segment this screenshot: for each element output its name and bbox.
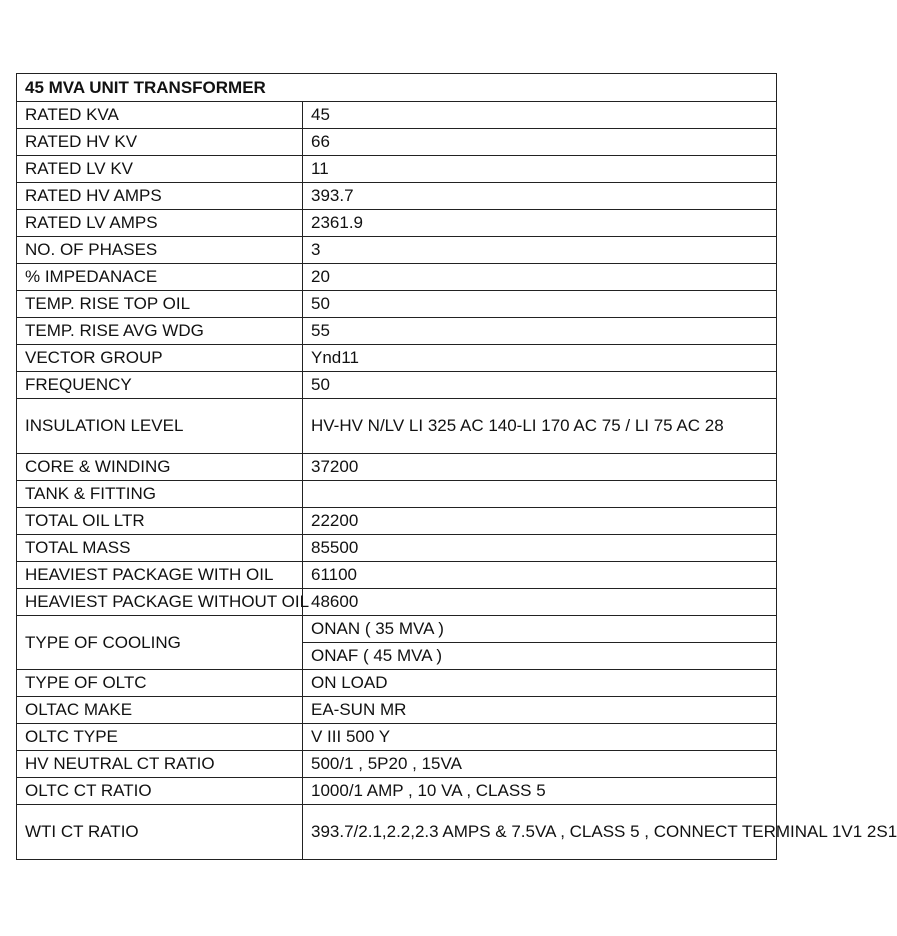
- table-row: [17, 372, 777, 399]
- row-label: RATED LV KV: [17, 156, 303, 183]
- row-value: 48600: [303, 589, 777, 616]
- table-row: [17, 697, 777, 724]
- table-row: [17, 156, 777, 183]
- row-label: TEMP. RISE TOP OIL: [17, 291, 303, 318]
- row-value: HV-HV N/LV LI 325 AC 140-LI 170 AC 75 / LI 75 AC 28: [303, 399, 777, 454]
- row-value: [303, 481, 777, 508]
- row-value: V III 500 Y: [303, 724, 777, 751]
- row-label: INSULATION LEVEL: [17, 399, 303, 454]
- table-row: [17, 670, 777, 697]
- table-row: [17, 237, 777, 264]
- table-row: [17, 264, 777, 291]
- table-row: [17, 210, 777, 237]
- table-row: [17, 183, 777, 210]
- row-label: RATED LV AMPS: [17, 210, 303, 237]
- row-label: % IMPEDANACE: [17, 264, 303, 291]
- table-row: [17, 481, 777, 508]
- table-row: [17, 778, 777, 805]
- row-label: TOTAL OIL LTR: [17, 508, 303, 535]
- table-row: [17, 805, 777, 860]
- row-value: Ynd11: [303, 345, 777, 372]
- row-value: 37200: [303, 454, 777, 481]
- row-value: 50: [303, 372, 777, 399]
- table-row: [17, 508, 777, 535]
- table-row: [17, 562, 777, 589]
- row-label: TEMP. RISE AVG WDG: [17, 318, 303, 345]
- row-value: 3: [303, 237, 777, 264]
- row-value: ONAN ( 35 MVA ): [303, 616, 777, 643]
- table-row: [17, 129, 777, 156]
- table-row: [17, 291, 777, 318]
- row-label: TYPE OF COOLING: [17, 616, 303, 670]
- row-label: FREQUENCY: [17, 372, 303, 399]
- row-label: RATED HV KV: [17, 129, 303, 156]
- row-label: RATED HV AMPS: [17, 183, 303, 210]
- table-row: [17, 345, 777, 372]
- row-value: 61100: [303, 562, 777, 589]
- row-label: WTI CT RATIO: [17, 805, 303, 860]
- row-label: HEAVIEST PACKAGE WITHOUT OIL: [17, 589, 303, 616]
- row-label: OLTC TYPE: [17, 724, 303, 751]
- row-value: 50: [303, 291, 777, 318]
- row-value: 1000/1 AMP , 10 VA , CLASS 5: [303, 778, 777, 805]
- table-row: [17, 399, 777, 454]
- row-label: OLTC CT RATIO: [17, 778, 303, 805]
- row-value: 45: [303, 102, 777, 129]
- row-label: VECTOR GROUP: [17, 345, 303, 372]
- row-label: CORE & WINDING: [17, 454, 303, 481]
- row-value: 85500: [303, 535, 777, 562]
- row-value: 393.7: [303, 183, 777, 210]
- row-label: NO. OF PHASES: [17, 237, 303, 264]
- row-value: 393.7/2.1,2.2,2.3 AMPS & 7.5VA , CLASS 5 , CONNECT TERMINAL 1V1 2S1: [303, 805, 777, 860]
- row-label: RATED KVA: [17, 102, 303, 129]
- row-value: 22200: [303, 508, 777, 535]
- row-value: ON LOAD: [303, 670, 777, 697]
- table-row: [17, 102, 777, 129]
- row-label: TOTAL MASS: [17, 535, 303, 562]
- table-title-row: [17, 74, 777, 102]
- row-label: TANK & FITTING: [17, 481, 303, 508]
- row-value: 55: [303, 318, 777, 345]
- row-label: HEAVIEST PACKAGE WITH OIL: [17, 562, 303, 589]
- row-label: HV NEUTRAL CT RATIO: [17, 751, 303, 778]
- row-value: 20: [303, 264, 777, 291]
- table-row: [17, 589, 777, 616]
- table-row: [17, 724, 777, 751]
- row-value: 11: [303, 156, 777, 183]
- table-title: 45 MVA UNIT TRANSFORMER: [17, 74, 777, 102]
- row-label: TYPE OF OLTC: [17, 670, 303, 697]
- row-value: 2361.9: [303, 210, 777, 237]
- transformer-spec-table: [16, 73, 897, 860]
- row-value: 66: [303, 129, 777, 156]
- table-row: [17, 535, 777, 562]
- table-row: [17, 454, 777, 481]
- row-value: 500/1 , 5P20 , 15VA: [303, 751, 777, 778]
- table-row: [17, 616, 777, 643]
- table-row: [17, 751, 777, 778]
- row-label: OLTAC MAKE: [17, 697, 303, 724]
- table-row: [17, 318, 777, 345]
- row-value: EA-SUN MR: [303, 697, 777, 724]
- row-value: ONAF ( 45 MVA ): [303, 643, 777, 670]
